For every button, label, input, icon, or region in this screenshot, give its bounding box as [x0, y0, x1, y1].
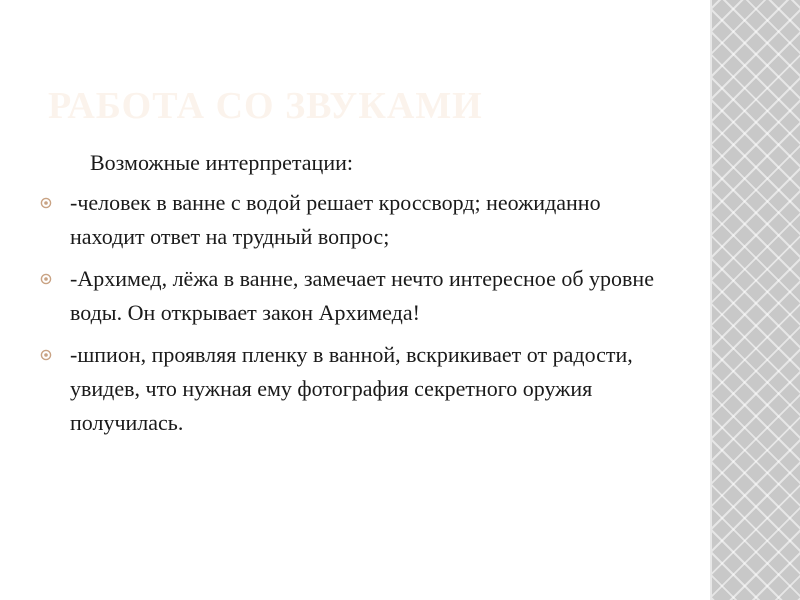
circle-bullet-icon — [40, 197, 52, 209]
bullet-item — [40, 338, 680, 440]
bullet-list — [40, 186, 680, 448]
slide-title: РАБОТА СО ЗВУКАМИ — [48, 85, 483, 127]
bullet-text: -шпион, проявляя пленку в ванной, вскрикивает от радости, увидев, что нужная ему фотография секретного оружия получилась. — [70, 342, 633, 435]
intro-text: Возможные интерпретации: — [90, 150, 353, 175]
circle-bullet-icon — [40, 349, 52, 361]
bullet-item — [40, 186, 680, 254]
bullet-item — [40, 262, 680, 330]
bullet-text: -Архимед, лёжа в ванне, замечает нечто интересное об уровне воды. Он открывает закон Архимеда! — [70, 266, 654, 325]
decorative-side-panel — [712, 0, 800, 600]
circle-bullet-icon — [40, 273, 52, 285]
bullet-text: -человек в ванне с водой решает кроссворд; неожиданно находит ответ на трудный вопрос; — [70, 190, 601, 249]
